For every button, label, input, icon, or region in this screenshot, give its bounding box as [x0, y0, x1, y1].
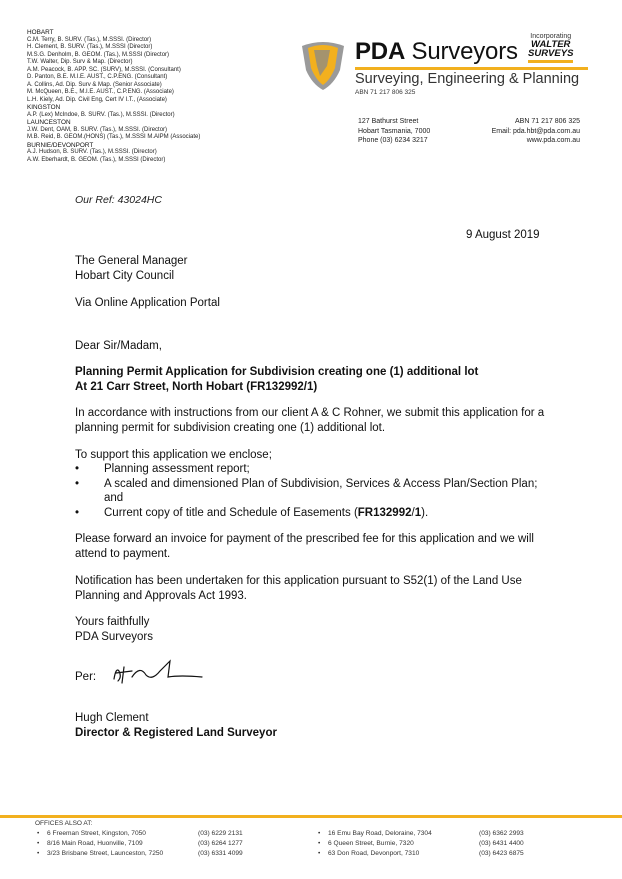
office-phone: (03) 6362 2993 — [479, 830, 524, 837]
salutation: Dear Sir/Madam, — [75, 340, 162, 352]
letter-date: 9 August 2019 — [466, 229, 540, 241]
per-label: Per: — [75, 671, 97, 683]
staff-member: A. Collins, Ad. Dip. Surv & Map. (Senior Associate) — [27, 81, 162, 88]
staff-member: T.W. Walter, Dip. Surv & Map. (Director) — [27, 59, 133, 65]
offices-title: OFFICES ALSO AT: — [35, 820, 93, 827]
bullet: • — [37, 840, 40, 847]
office-address-text: 6 Queen Street, Burnie, 7320 — [328, 840, 414, 847]
office-phone: (03) 6423 6875 — [479, 850, 524, 857]
enclosure-text: Current copy of title and Schedule of Easements ( — [104, 506, 358, 519]
staff-member: J.W. Dent, OAM, B. SURV. (Tas.), M.SSSI. (Director) — [27, 126, 168, 133]
staff-member: M.B. Reid, B. GEOM.(HONS) (Tas.), M.SSSI M.AIPM (Associate) — [27, 134, 201, 140]
recipient-line: Hobart City Council — [75, 269, 175, 282]
address-line: Phone (03) 6234 3217 — [358, 137, 428, 144]
signer-name: Hugh Clement — [75, 712, 149, 724]
folio-ref: 1 — [414, 506, 422, 519]
staff-region-title: HOBART — [27, 29, 54, 36]
staff-member: C.M. Terry, B. SURV. (Tas.), M.SSSI. (Director) — [27, 36, 152, 43]
staff-member: M. McQueen, B.E., M.I.E. AUST., C.P.ENG. (Associate) — [27, 89, 174, 95]
office-phone: (03) 6331 4099 — [198, 850, 243, 857]
pda-logo-icon — [300, 40, 346, 92]
enclosure-text-end: ). — [421, 506, 429, 519]
office-contact — [484, 117, 580, 146]
title-ref-sep: / — [411, 506, 415, 519]
staff-member: A.M. Peacock, B. APP. SC. (SURV), M.SSSI. (Consultant) — [27, 66, 181, 73]
address-line: 127 Bathurst Street — [358, 118, 419, 125]
signer — [75, 711, 550, 740]
title-ref: FR132992 — [357, 506, 412, 519]
staff-member: L.H. Kiely, Ad. Dip. Civil Eng, Cert IV I.T., (Associate) — [27, 96, 167, 103]
subject — [75, 365, 550, 394]
office-address-text: 3/23 Brisbane Street, Launceston, 7250 — [47, 850, 164, 857]
office-entry — [37, 829, 146, 839]
brand-rest: Surveyors — [405, 38, 518, 65]
contact-line: www.pda.com.au — [526, 137, 580, 144]
incorporating-label: Incorporating — [530, 33, 572, 40]
bullet: • — [318, 840, 321, 847]
recipient — [75, 254, 550, 283]
walter-label: WALTER — [531, 39, 571, 50]
enclosure-list — [75, 462, 550, 520]
brand-name — [355, 38, 518, 66]
office-address — [358, 117, 430, 146]
abn-label: ABN 71 217 806 325 — [355, 89, 416, 96]
staff-region-title: LAUNCESTON — [27, 119, 71, 126]
bullet: • — [37, 850, 40, 857]
closing — [75, 615, 550, 644]
signature-icon — [110, 657, 205, 689]
footer-divider — [0, 815, 622, 818]
paragraph-notification: Notification has been undertaken for this application pursuant to S52(1) of the Land Use Planning and Approvals Act 1993. — [75, 575, 522, 602]
staff-member: H. Clement, B. SURV. (Tas.), M.SSSI (Director) — [27, 44, 153, 50]
closing-line: Yours faithfully — [75, 616, 150, 628]
our-ref: Our Ref: 43024HC — [75, 194, 162, 206]
contact-line: Email: pda.hbt@pda.com.au — [491, 127, 580, 135]
office-phone: (03) 6229 2131 — [198, 830, 243, 837]
enclosure-item: • A scaled and dimensioned Plan of Subdivision, Services & Access Plan/Section Plan; and — [75, 477, 550, 506]
walter-surveys-logo — [528, 33, 573, 63]
office-entry — [37, 839, 143, 849]
enclosures-intro: To support this application we enclose; — [75, 449, 272, 461]
staff-list — [27, 29, 200, 164]
bullet: • — [318, 850, 321, 857]
office-entry — [318, 829, 432, 839]
office-address-text: 8/16 Main Road, Huonville, 7109 — [47, 840, 143, 847]
office-address-text: 6 Freeman Street, Kingston, 7050 — [47, 830, 146, 837]
tagline-bar — [355, 67, 588, 87]
signer-title: Director & Registered Land Surveyor — [75, 726, 277, 739]
staff-region-title: KINGSTON — [27, 104, 61, 111]
paragraph-instructions: In accordance with instructions from our client A & C Rohner, we submit this application for a planning permit for subdivision creating one (1) additional lot. — [75, 407, 545, 434]
office-entry — [318, 839, 414, 849]
via-line: Via Online Application Portal — [75, 297, 220, 309]
enclosure-item: • Planning assessment report; — [75, 462, 550, 477]
tagline: Surveying, Engineering & Planning — [355, 71, 580, 87]
address-line: Hobart Tasmania, 7000 — [358, 127, 431, 135]
office-address-text: 16 Emu Bay Road, Deloraine, 7304 — [328, 830, 432, 837]
paragraph-invoice: Please forward an invoice for payment of the prescribed fee for this application and we will attend to payment. — [75, 533, 534, 560]
subject-line: At 21 Carr Street, North Hobart (FR132992/1) — [75, 380, 318, 393]
staff-region-title: BURNIE/DEVONPORT — [27, 141, 94, 149]
office-address-text: 63 Don Road, Devonport, 7310 — [328, 850, 420, 857]
staff-member: D. Panton, B.E. M.I.E. AUST., C.P.ENG. (Consultant) — [27, 74, 168, 80]
closing-line: PDA Surveyors — [75, 630, 153, 643]
recipient-line: The General Manager — [75, 255, 188, 267]
staff-member: A.W. Eberhardt, B. GEOM. (Tas.), M.SSSI (Director) — [27, 156, 166, 163]
office-entry — [37, 849, 163, 859]
staff-member: A.P. (Lex) McIndoe, B. SURV. (Tas.), M.SSSI. (Director) — [27, 111, 175, 118]
bullet: • — [318, 830, 321, 837]
staff-member: A.J. Hudson, B. SURV. (Tas.), M.SSSI. (Director) — [27, 149, 157, 155]
brand-bold: PDA — [355, 38, 406, 65]
enclosure-item — [75, 506, 550, 521]
subject-line: Planning Permit Application for Subdivision creating one (1) additional lot — [75, 366, 479, 378]
walter-bar — [528, 60, 573, 63]
surveys-label: SURVEYS — [528, 48, 574, 59]
bullet: • — [37, 830, 40, 837]
office-phone: (03) 6264 1277 — [198, 840, 243, 847]
office-phone: (03) 6431 4400 — [479, 840, 524, 847]
contact-line: ABN 71 217 806 325 — [515, 118, 580, 125]
office-entry — [318, 849, 419, 859]
staff-member: M.S.G. Denholm, B. GEOM. (Tas.), M.SSSI (Director) — [27, 51, 170, 58]
